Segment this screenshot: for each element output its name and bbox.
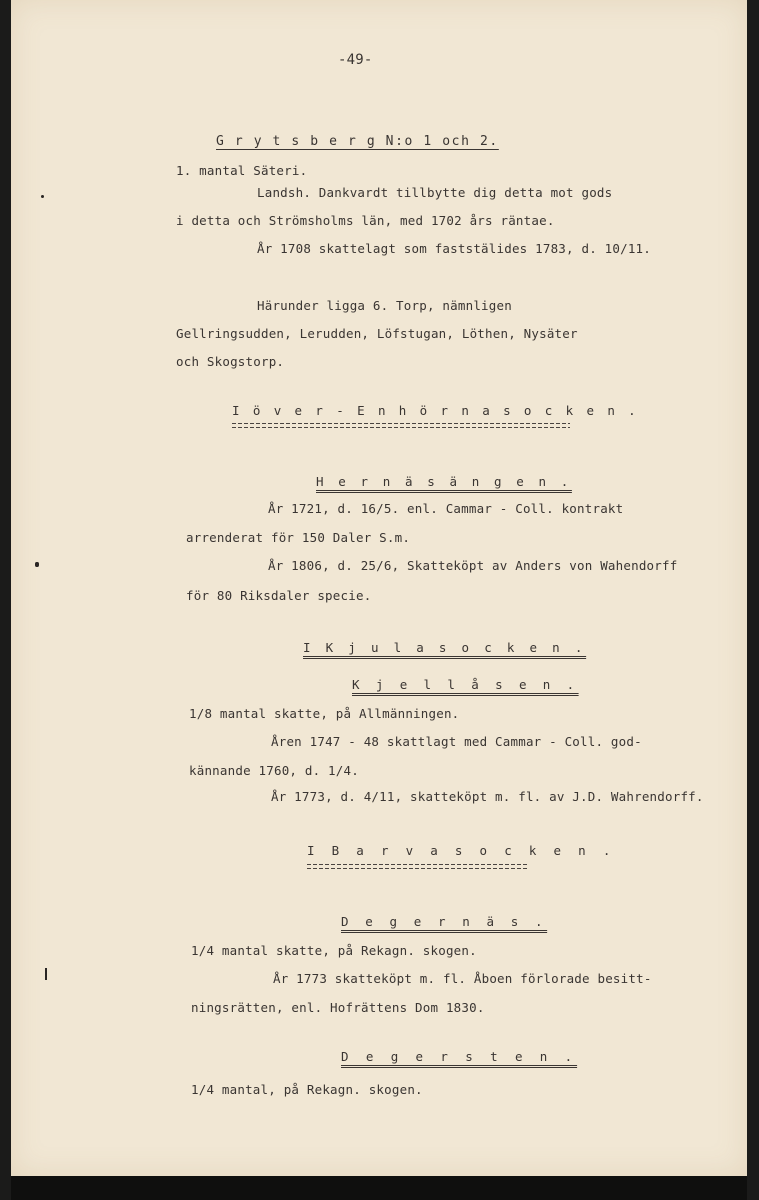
text-line: År 1806, d. 25/6, Skatteköpt av Anders von Wahendorff <box>268 558 678 573</box>
heading-barva: I B a r v a s o c k e n . <box>307 843 616 858</box>
text-line: År 1708 skattelagt som faststälides 1783, d. 10/11. <box>257 241 652 256</box>
heading-degersten: D e g e r s t e n . <box>341 1049 578 1064</box>
document-page <box>11 0 747 1176</box>
heading-hernasangen: H e r n ä s ä n g e n . <box>316 474 572 489</box>
text-line: ningsrätten, enl. Hofrättens Dom 1830. <box>191 1000 485 1015</box>
page-number: -49- <box>338 52 373 68</box>
text-line: och Skogstorp. <box>176 354 285 369</box>
heading-degernas: D e g e r n ä s . <box>341 914 548 929</box>
text-line: 1/8 mantal skatte, på Allmänningen. <box>189 706 460 721</box>
margin-mark <box>41 195 44 198</box>
text-line: År 1773, d. 4/11, skatteköpt m. fl. av J.D. Wahrendorff. <box>271 789 704 804</box>
text-line: för 80 Riksdaler specie. <box>186 588 372 603</box>
double-rule <box>232 423 570 428</box>
heading-kjellasen: K j e l l å s e n . <box>352 677 579 692</box>
heading-grytsberg: G r y t s b e r g N:o 1 och 2. <box>216 134 499 149</box>
text-line: kännande 1760, d. 1/4. <box>189 763 359 778</box>
text-line: Gellringsudden, Lerudden, Löfstugan, Löthen, Nysäter <box>176 326 578 341</box>
text-line: År 1773 skatteköpt m. fl. Åboen förlorade besitt- <box>273 971 652 986</box>
text-line: i detta och Strömsholms län, med 1702 års räntae. <box>176 213 555 228</box>
heading-kjula: I K j u l a s o c k e n . <box>303 640 587 655</box>
bottom-scan-edge <box>11 1176 747 1200</box>
text-line: Härunder ligga 6. Torp, nämnligen <box>257 298 512 313</box>
text-line: 1. mantal Säteri. <box>176 163 308 178</box>
heading-over-enhorna: I ö v e r - E n h ö r n a s o c k e n . <box>232 403 639 418</box>
margin-mark <box>45 968 47 980</box>
margin-mark <box>35 562 39 567</box>
double-rule <box>307 864 527 869</box>
text-line: Åren 1747 - 48 skattlagt med Cammar - Coll. god- <box>271 734 642 749</box>
text-line: År 1721, d. 16/5. enl. Cammar - Coll. kontrakt <box>268 501 624 516</box>
text-line: arrenderat för 150 Daler S.m. <box>186 530 411 545</box>
text-line: 1/4 mantal skatte, på Rekagn. skogen. <box>191 943 477 958</box>
text-line: Landsh. Dankvardt tillbytte dig detta mot gods <box>257 185 613 200</box>
text-line: 1/4 mantal, på Rekagn. skogen. <box>191 1082 423 1097</box>
